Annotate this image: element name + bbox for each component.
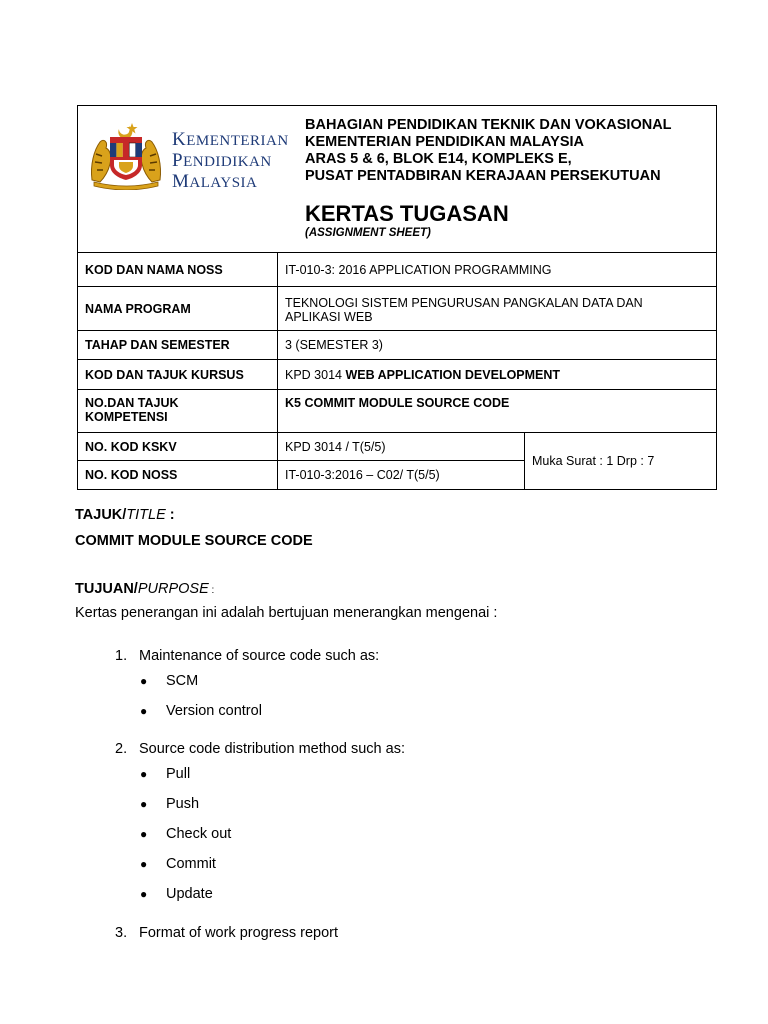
item-number: 2. [115,741,128,757]
bullet-item [140,826,231,842]
bullet-icon: ● [140,857,148,871]
no-kod-noss-label: NO. KOD NOSS [78,461,278,490]
ministry-line-3 [172,172,289,193]
no-kod-kskv-label: NO. KOD KSKV [78,433,278,461]
ministry-line-1-cap: K [172,129,187,150]
document-title: KERTAS TUGASAN [305,201,509,226]
item-text: Source code distribution method such as: [139,741,405,757]
ministry-wordmark [172,130,289,193]
tajuk-italic: TITLE [126,507,166,523]
tahap-semester-label: TAHAP DAN SEMESTER [78,331,278,360]
ministry-line-3-cap: M [172,171,190,192]
ministry-line-3-rest: ALAYSIA [189,175,258,191]
item-text: Format of work progress report [139,925,339,941]
bullet-text: Pull [166,766,191,782]
ministry-line-2-rest: ENDIDIKAN [183,154,272,170]
bullet-icon: ● [140,704,148,718]
kod-nama-noss-value: IT-010-3: 2016 APPLICATION PROGRAMMING [278,253,717,287]
tajuk-value: COMMIT MODULE SOURCE CODE [75,533,313,549]
list-item [115,648,379,664]
tujuan-colon: : [208,585,215,596]
ministry-logo [86,120,296,190]
address-line: KEMENTERIAN PENDIDIKAN MALAYSIA [305,134,585,150]
nama-program-label: NAMA PROGRAM [78,287,278,331]
kompetensi-label-line1: NO.DAN TAJUK [85,396,179,410]
list-item [115,925,338,941]
bullet-icon: ● [140,827,148,841]
item-number: 1. [115,648,128,664]
bullet-text: Check out [166,826,232,842]
table-row [78,433,717,461]
intro-text: Kertas penerangan ini adalah bertujuan menerangkan mengenai : [75,605,498,621]
muka-surat-cell: Muka Surat : 1 Drp : 7 [525,433,717,490]
bullet-item [140,856,216,872]
table-row [78,331,717,360]
item-number: 3. [115,925,128,941]
department-address [305,117,672,185]
document-subtitle: (ASSIGNMENT SHEET) [305,227,431,239]
no-tajuk-kompetensi-value: K5 COMMIT MODULE SOURCE CODE [278,390,717,433]
address-line: PUSAT PENTADBIRAN KERAJAAN PERSEKUTUAN [305,168,661,184]
nama-program-value [278,287,717,331]
ministry-line-1 [172,130,289,151]
bullet-text: Commit [166,856,216,872]
bullet-item [140,766,190,782]
kod-nama-noss-label: KOD DAN NAMA NOSS [78,253,278,287]
bullet-icon: ● [140,674,148,688]
bullet-icon: ● [140,767,148,781]
bullet-text: SCM [166,673,199,689]
course-info-table [77,252,717,490]
bullet-text: Version control [166,703,262,719]
table-row [78,360,717,390]
tajuk-colon: : [165,507,175,523]
no-tajuk-kompetensi-label [78,390,278,433]
bullet-icon: ● [140,887,148,901]
tujuan-heading [75,581,214,597]
no-kod-noss-value: IT-010-3:2016 – C02/ T(5/5) [278,461,525,490]
item-text: Maintenance of source code such as: [139,648,380,664]
kod-tajuk-kursus-label: KOD DAN TAJUK KURSUS [78,360,278,390]
nama-program-value-line1: TEKNOLOGI SISTEM PENGURUSAN PANGKALAN DATA DAN [285,296,643,310]
address-line: ARAS 5 & 6, BLOK E14, KOMPLEKS E, [305,151,572,167]
table-row [78,390,717,433]
bullet-item [140,796,199,812]
ministry-line-2 [172,151,289,172]
course-code: KPD 3014 [285,367,346,382]
tajuk-label: TAJUK/ [75,507,127,523]
ministry-line-2-cap: P [172,150,184,171]
address-line: BAHAGIAN PENDIDIKAN TEKNIK DAN VOKASIONAL [305,117,672,133]
kod-tajuk-kursus-value [278,360,717,390]
coat-of-arms-icon [86,120,166,190]
course-title: WEB APPLICATION DEVELOPMENT [345,367,561,382]
no-kod-kskv-value: KPD 3014 / T(5/5) [278,433,525,461]
bullet-item [140,703,262,719]
bullet-icon: ● [140,797,148,811]
tujuan-label: TUJUAN/ [75,581,138,597]
kompetensi-label-line2: KOMPETENSI [85,410,168,424]
table-row [78,253,717,287]
nama-program-value-line2: APLIKASI WEB [285,310,373,324]
table-row [78,287,717,331]
header-box [77,105,717,252]
tujuan-italic: PURPOSE [137,581,209,597]
bullet-text: Update [166,886,213,902]
bullet-item [140,673,198,689]
bullet-text: Push [166,796,200,812]
ministry-line-1-rest: EMENTERIAN [186,133,289,149]
list-item [115,741,405,757]
bullet-item [140,886,213,902]
tahap-semester-value: 3 (SEMESTER 3) [278,331,717,360]
tajuk-heading [75,507,175,523]
